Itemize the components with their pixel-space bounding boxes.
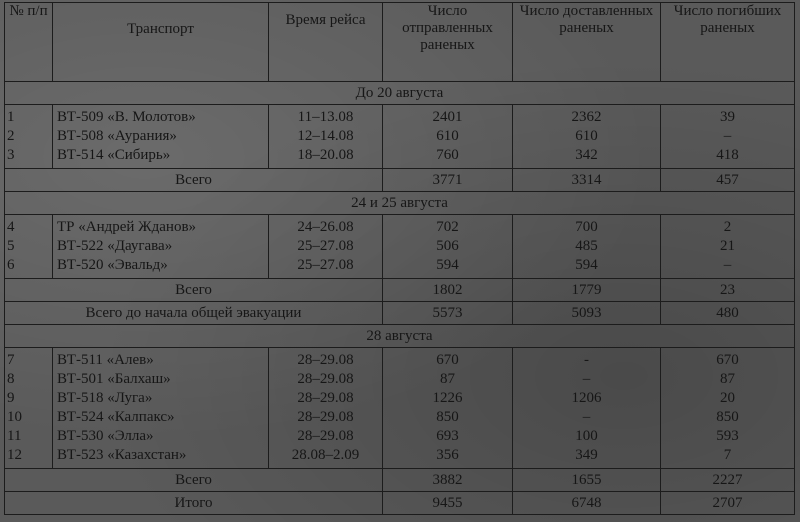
row-sent: 1226 — [383, 389, 513, 408]
total-sent: 1802 — [383, 279, 513, 302]
row-sent: 594 — [383, 256, 513, 279]
row-time: 24–26.08 — [269, 215, 383, 238]
row-transport: ВТ-511 «Алев» — [53, 348, 269, 371]
row-dead: 39 — [661, 105, 795, 128]
row-num: 10 — [5, 408, 53, 427]
row-delivered: 594 — [513, 256, 661, 279]
row-transport: ВТ-523 «Казахстан» — [53, 446, 269, 469]
section-title-row — [5, 192, 795, 215]
row-time: 28–29.08 — [269, 427, 383, 446]
row-delivered: 610 — [513, 127, 661, 146]
total-dead: 457 — [661, 169, 795, 192]
row-time: 28–29.08 — [269, 370, 383, 389]
row-transport: ТР «Андрей Жданов» — [53, 215, 269, 238]
table-row — [5, 215, 795, 238]
table-row — [5, 427, 795, 446]
pre-evacuation-label: Всего до начала общей эвакуации — [5, 302, 383, 325]
row-time: 18–20.08 — [269, 146, 383, 169]
row-time: 25–27.08 — [269, 256, 383, 279]
row-num: 6 — [5, 256, 53, 279]
row-dead: 418 — [661, 146, 795, 169]
table-row — [5, 127, 795, 146]
row-num: 5 — [5, 237, 53, 256]
row-sent: 702 — [383, 215, 513, 238]
header-dead: Число погибших раненых — [661, 3, 795, 82]
row-num: 8 — [5, 370, 53, 389]
grand-total-sent: 9455 — [383, 492, 513, 515]
row-dead: 2 — [661, 215, 795, 238]
section-title: До 20 августа — [5, 82, 795, 105]
row-num: 2 — [5, 127, 53, 146]
table-row — [5, 408, 795, 427]
row-transport: ВТ-501 «Балхаш» — [53, 370, 269, 389]
row-dead: 21 — [661, 237, 795, 256]
row-transport: ВТ-514 «Сибирь» — [53, 146, 269, 169]
total-delivered: 1779 — [513, 279, 661, 302]
header-sent: Число отправленных раненых — [383, 3, 513, 82]
pre-evacuation-dead: 480 — [661, 302, 795, 325]
table-row — [5, 446, 795, 469]
section-title-row — [5, 325, 795, 348]
row-sent: 2401 — [383, 105, 513, 128]
table-row — [5, 370, 795, 389]
row-num: 4 — [5, 215, 53, 238]
total-delivered: 3314 — [513, 169, 661, 192]
total-dead: 23 — [661, 279, 795, 302]
grand-total-row — [5, 492, 795, 515]
header-row — [5, 3, 795, 82]
section-title: 28 августа — [5, 325, 795, 348]
row-transport: ВТ-524 «Калпакс» — [53, 408, 269, 427]
section-total-row — [5, 169, 795, 192]
row-time: 28.08–2.09 — [269, 446, 383, 469]
row-delivered: 485 — [513, 237, 661, 256]
row-time: 11–13.08 — [269, 105, 383, 128]
header-transport: Транспорт — [53, 3, 269, 82]
row-time: 28–29.08 — [269, 389, 383, 408]
row-delivered: 342 — [513, 146, 661, 169]
row-num: 1 — [5, 105, 53, 128]
row-delivered: - — [513, 348, 661, 371]
section-total-row — [5, 279, 795, 302]
pre-evacuation-delivered: 5093 — [513, 302, 661, 325]
row-sent: 506 — [383, 237, 513, 256]
table-row — [5, 256, 795, 279]
row-delivered: 2362 — [513, 105, 661, 128]
total-dead: 2227 — [661, 469, 795, 492]
row-delivered: 1206 — [513, 389, 661, 408]
row-sent: 670 — [383, 348, 513, 371]
row-time: 12–14.08 — [269, 127, 383, 146]
row-dead: 670 — [661, 348, 795, 371]
total-label: Всего — [5, 279, 383, 302]
row-dead: 7 — [661, 446, 795, 469]
row-transport: ВТ-520 «Эвальд» — [53, 256, 269, 279]
row-num: 7 — [5, 348, 53, 371]
row-delivered: 349 — [513, 446, 661, 469]
row-dead: 20 — [661, 389, 795, 408]
table-row — [5, 348, 795, 371]
row-transport: ВТ-518 «Луга» — [53, 389, 269, 408]
total-delivered: 1655 — [513, 469, 661, 492]
row-sent: 356 — [383, 446, 513, 469]
row-num: 9 — [5, 389, 53, 408]
row-dead: – — [661, 127, 795, 146]
pre-evacuation-sent: 5573 — [383, 302, 513, 325]
grand-total-delivered: 6748 — [513, 492, 661, 515]
table-row — [5, 389, 795, 408]
row-sent: 850 — [383, 408, 513, 427]
section-title-row — [5, 82, 795, 105]
row-dead: – — [661, 256, 795, 279]
row-delivered: 700 — [513, 215, 661, 238]
table-row — [5, 237, 795, 256]
row-num: 12 — [5, 446, 53, 469]
row-sent: 610 — [383, 127, 513, 146]
row-num: 11 — [5, 427, 53, 446]
table-row — [5, 105, 795, 128]
row-delivered: – — [513, 408, 661, 427]
header-delivered: Число доставленных раненых — [513, 3, 661, 82]
row-num: 3 — [5, 146, 53, 169]
row-delivered: – — [513, 370, 661, 389]
pre-evacuation-total-row — [5, 302, 795, 325]
grand-total-dead: 2707 — [661, 492, 795, 515]
total-sent: 3882 — [383, 469, 513, 492]
total-label: Всего — [5, 169, 383, 192]
row-time: 28–29.08 — [269, 408, 383, 427]
row-time: 28–29.08 — [269, 348, 383, 371]
row-time: 25–27.08 — [269, 237, 383, 256]
evacuation-table — [4, 2, 795, 515]
row-sent: 693 — [383, 427, 513, 446]
row-transport: ВТ-509 «В. Молотов» — [53, 105, 269, 128]
header-num: № п/п — [5, 3, 53, 82]
total-sent: 3771 — [383, 169, 513, 192]
row-dead: 850 — [661, 408, 795, 427]
row-sent: 87 — [383, 370, 513, 389]
row-transport: ВТ-530 «Элла» — [53, 427, 269, 446]
grand-total-label: Итого — [5, 492, 383, 515]
row-sent: 760 — [383, 146, 513, 169]
total-label: Всего — [5, 469, 383, 492]
section-title: 24 и 25 августа — [5, 192, 795, 215]
row-transport: ВТ-522 «Даугава» — [53, 237, 269, 256]
header-time: Время рейса — [269, 3, 383, 82]
row-delivered: 100 — [513, 427, 661, 446]
row-transport: ВТ-508 «Аурания» — [53, 127, 269, 146]
row-dead: 593 — [661, 427, 795, 446]
row-dead: 87 — [661, 370, 795, 389]
section-total-row — [5, 469, 795, 492]
table-row — [5, 146, 795, 169]
